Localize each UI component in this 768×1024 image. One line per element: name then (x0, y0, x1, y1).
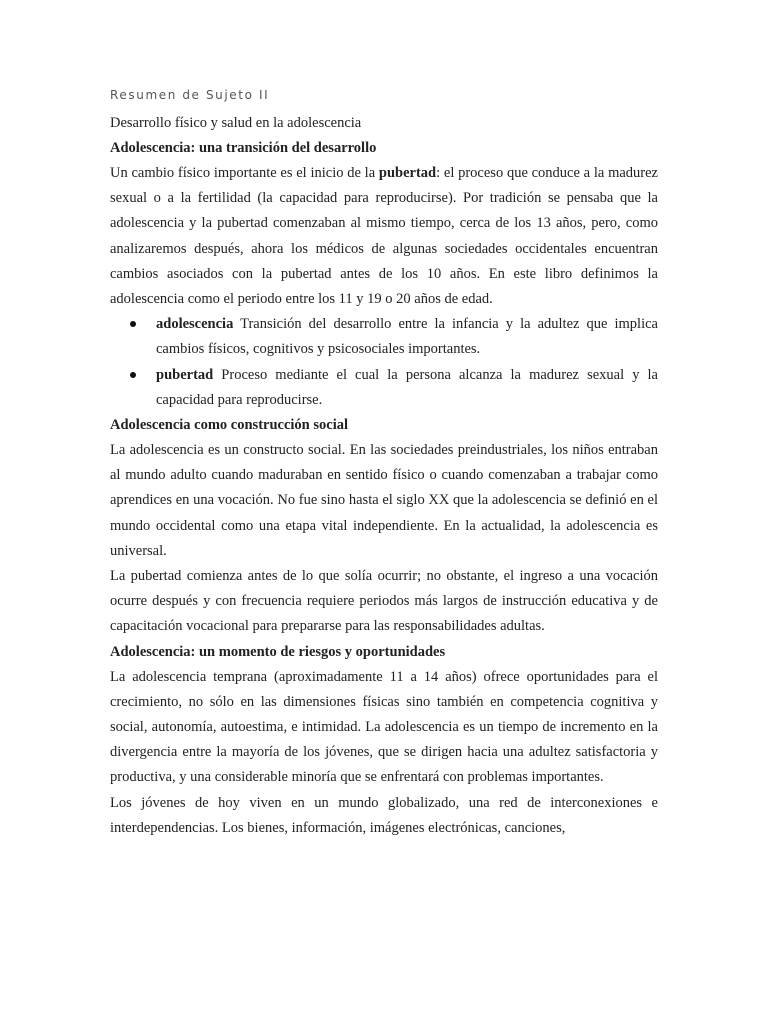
definition-text: Transición del desarrollo entre la infancia y la adultez que implica cambios físicos, cognitivos y psicosociales importantes. (156, 316, 658, 358)
paragraph: Los jóvenes de hoy viven en un mundo globalizado, una red de interconexiones e interdependencias. Los bienes, información, imágenes electrónicas, canciones, (110, 794, 658, 836)
definition-term: adolescencia (156, 316, 234, 333)
section-heading-construccion-social: Adolescencia como construcción social (110, 417, 349, 434)
definition-item (110, 363, 658, 413)
paragraph-text: Un cambio físico importante es el inicio de la (110, 165, 379, 181)
paragraph-pubertad-intro (110, 161, 658, 312)
paragraph: La adolescencia temprana (aproximadamente 11 a 14 años) ofrece oportunidades para el crecimiento, no sólo en las dimensiones físicas sino también en competencia cognitiva y social, autonomía, autoestima, e intimidad. La adolescencia es un tiempo de incremento en la divergencia entre la mayoría de los jóvenes, que se dirigen hacia una adultez satisfactoria y productiva, y una considerable minoría que se enfrentará con problemas importantes. (110, 668, 658, 786)
definition-item (110, 312, 658, 362)
definition-term: pubertad (156, 366, 214, 383)
paragraph-text: : el proceso que conduce a la madurez sexual o a la fertilidad (la capacidad para reproducirse). Por tradición se pensaba que la adolescencia y la pubertad comenzaban al mismo tiempo, cerca de los 13 años, pero, como analizaremos después, ahora los médicos de algunas sociedades occidentales encuentran cambios asociados con la pubertad antes de los 10 años. En este libro definimos la adolescencia como el periodo entre los 11 y 19 o 20 años de edad. (110, 165, 658, 308)
definition-text: Proceso mediante el cual la persona alcanza la madurez sexual y la capacidad para reproducirse. (156, 366, 658, 408)
section-heading-riesgos-oportunidades: Adolescencia: un momento de riesgos y oportunidades (110, 643, 446, 660)
bullet-icon (130, 321, 136, 327)
section-heading-transicion: Adolescencia: una transición del desarrollo (110, 140, 377, 156)
document-header: Resumen de Sujeto II (110, 88, 270, 102)
paragraph: La adolescencia es un constructo social. En las sociedades preindustriales, los niños entraban al mundo adulto cuando maduraban en sentido físico o cuando comenzaban a trabajar como aprendices en una vocación. No fue sino hasta el siglo XX que la adolescencia se definió en el mundo occidental como una etapa vital independiente. En la actualidad, la adolescencia es universal. (110, 442, 658, 559)
document-body (110, 84, 658, 841)
bullet-icon (130, 372, 136, 378)
definition-list (110, 312, 658, 413)
document-subtitle: Desarrollo físico y salud en la adolescencia (110, 115, 362, 131)
paragraph: La pubertad comienza antes de lo que solía ocurrir; no obstante, el ingreso a una vocación ocurre después y con frecuencia requiere periodos más largos de instrucción educativa y de capacitación vocacional para prepararse para las responsabilidades adultas. (110, 568, 658, 635)
bold-term: pubertad (378, 165, 437, 181)
